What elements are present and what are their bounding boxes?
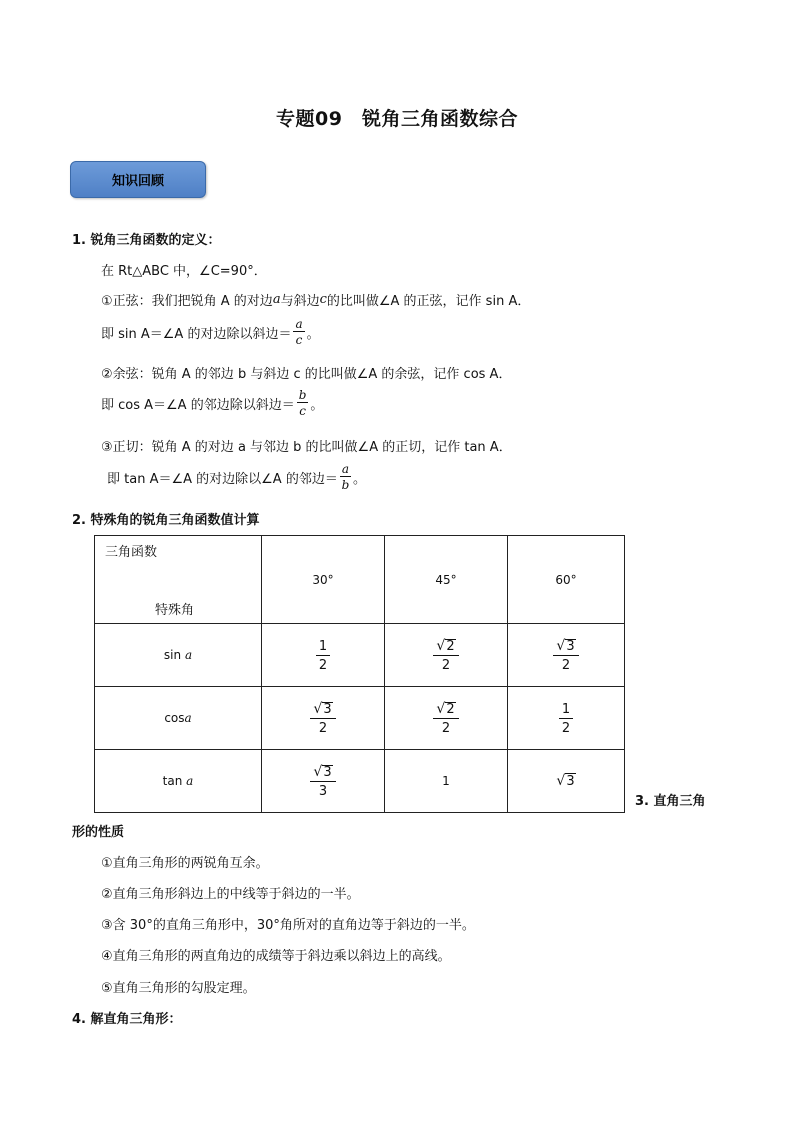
value-fraction xyxy=(553,639,578,672)
value-fraction xyxy=(433,639,458,672)
fraction-denominator: 2 xyxy=(561,657,571,673)
table-row xyxy=(95,750,625,813)
row-function-label xyxy=(95,750,262,813)
fraction-denominator: 2 xyxy=(318,720,328,736)
value-fraction xyxy=(310,702,335,735)
value-fraction xyxy=(433,702,458,735)
s3-heading-part2: 形的性质 xyxy=(72,825,125,840)
plain-value: 1 xyxy=(442,774,450,788)
tan-formula xyxy=(107,463,366,491)
row-function-label xyxy=(95,624,262,687)
fraction-denominator: 2 xyxy=(441,657,451,673)
page-title: 专题09 锐角三角函数综合 xyxy=(276,108,518,130)
function-name: sin xyxy=(163,648,182,662)
square-root xyxy=(556,639,575,653)
fraction-numerator xyxy=(433,639,458,656)
function-name: cos xyxy=(164,711,185,725)
s1-context: 在 Rt△ABC 中，∠C=90°． xyxy=(101,264,267,279)
radical-sign: √ xyxy=(436,700,446,717)
value-cell xyxy=(262,687,385,750)
radicand: 2 xyxy=(446,638,455,654)
fraction-denominator: b xyxy=(341,478,350,492)
table-corner-cell xyxy=(95,536,262,624)
property-item: ③含 30°的直角三角形中，30°角所对的直角边等于斜边的一半。 xyxy=(101,918,475,933)
function-variable: a xyxy=(186,774,194,788)
cos-end: 。 xyxy=(310,397,324,413)
sin-formula xyxy=(101,318,320,346)
table-row xyxy=(95,687,625,750)
radicand: 3 xyxy=(566,774,575,789)
fraction-numerator xyxy=(433,702,458,719)
fraction-denominator: c xyxy=(299,404,306,418)
value-cell xyxy=(508,687,625,750)
radical-sign: √ xyxy=(313,763,323,780)
square-root xyxy=(436,639,455,653)
s3-heading-part1: 3. 直角三角 xyxy=(635,794,706,809)
property-item: ②直角三角形斜边上的中线等于斜边的一半。 xyxy=(101,887,360,902)
value-cell xyxy=(262,624,385,687)
value-fraction xyxy=(559,703,573,735)
value-cell xyxy=(508,624,625,687)
fraction-numerator: a xyxy=(295,317,303,331)
trig-values-table xyxy=(94,535,625,813)
property-item: ⑤直角三角形的勾股定理。 xyxy=(101,981,256,996)
row-function-label xyxy=(95,687,262,750)
tan-end: 。 xyxy=(352,471,366,487)
fraction-numerator xyxy=(553,639,578,656)
angle-header: 45° xyxy=(385,536,508,624)
radical-sign: √ xyxy=(556,773,566,789)
sin-formula-text: 即 sin A＝∠A 的对边除以斜边＝ xyxy=(101,326,292,342)
table-row xyxy=(95,624,625,687)
sin-def-post: 的比叫做∠A 的正弦，记作 sin A． xyxy=(326,294,531,309)
section-badge: 知识回顾 xyxy=(70,161,206,198)
angle-header: 60° xyxy=(508,536,625,624)
var-a: a xyxy=(272,292,281,307)
cos-definition: ②余弦：锐角 A 的邻边 b 与斜边 c 的比叫做∠A 的余弦，记作 cos A． xyxy=(101,367,512,382)
value-cell xyxy=(385,687,508,750)
fraction-numerator: a xyxy=(341,462,349,476)
fraction-numerator: 1 xyxy=(316,640,330,656)
corner-top-label: 三角函数 xyxy=(105,545,158,560)
square-root xyxy=(556,773,575,789)
radical-sign: √ xyxy=(313,700,323,717)
fraction-denominator: 2 xyxy=(561,720,571,736)
radicand: 3 xyxy=(566,638,575,654)
sin-def-mid: 与斜边 xyxy=(280,294,320,309)
cos-formula xyxy=(101,389,323,417)
cos-fraction xyxy=(297,389,309,417)
function-name: tan xyxy=(162,774,183,788)
fraction-denominator: 2 xyxy=(318,657,328,673)
sin-fraction xyxy=(293,318,304,346)
fraction-denominator: c xyxy=(295,333,303,347)
fraction-numerator xyxy=(310,765,335,782)
radicand: 3 xyxy=(323,764,332,780)
value-fraction xyxy=(310,765,335,798)
sin-def-text: ①正弦：我们把锐角 A 的对边 xyxy=(101,294,273,309)
fraction-numerator xyxy=(310,702,335,719)
s4-heading: 4. 解直角三角形： xyxy=(72,1012,182,1027)
angle-header: 30° xyxy=(262,536,385,624)
cos-formula-text: 即 cos A＝∠A 的邻边除以斜边＝ xyxy=(101,397,295,413)
s1-heading: 1. 锐角三角函数的定义： xyxy=(72,233,221,248)
function-variable: a xyxy=(184,648,193,662)
s2-heading: 2. 特殊角的锐角三角函数值计算 xyxy=(72,513,260,528)
value-cell xyxy=(385,624,508,687)
square-root xyxy=(436,702,455,716)
square-root xyxy=(313,765,332,779)
var-c: c xyxy=(319,292,327,307)
tan-formula-text: 即 tan A＝∠A 的对边除以∠A 的邻边＝ xyxy=(107,471,338,487)
radical-sign: √ xyxy=(556,637,566,654)
property-item: ④直角三角形的两直角边的成绩等于斜边乘以斜边上的高线。 xyxy=(101,949,451,964)
property-item: ①直角三角形的两锐角互余。 xyxy=(101,856,269,871)
radical-sign: √ xyxy=(436,637,446,654)
value-cell xyxy=(262,750,385,813)
tan-fraction xyxy=(340,463,351,491)
fraction-denominator: 2 xyxy=(441,720,451,736)
function-variable: a xyxy=(184,711,192,725)
fraction-numerator: b xyxy=(298,388,307,402)
value-fraction xyxy=(316,640,330,672)
sin-definition xyxy=(101,290,530,309)
fraction-denominator: 3 xyxy=(318,783,328,799)
fraction-numerator: 1 xyxy=(559,703,573,719)
sin-end: 。 xyxy=(306,326,320,342)
value-cell xyxy=(508,750,625,813)
radicand: 2 xyxy=(446,701,455,717)
value-cell xyxy=(385,750,508,813)
square-root xyxy=(313,702,332,716)
corner-bottom-label: 特殊角 xyxy=(155,603,195,618)
radicand: 3 xyxy=(323,701,332,717)
tan-definition: ③正切：锐角 A 的对边 a 与邻边 b 的比叫做∠A 的正切，记作 tan A． xyxy=(101,440,512,455)
